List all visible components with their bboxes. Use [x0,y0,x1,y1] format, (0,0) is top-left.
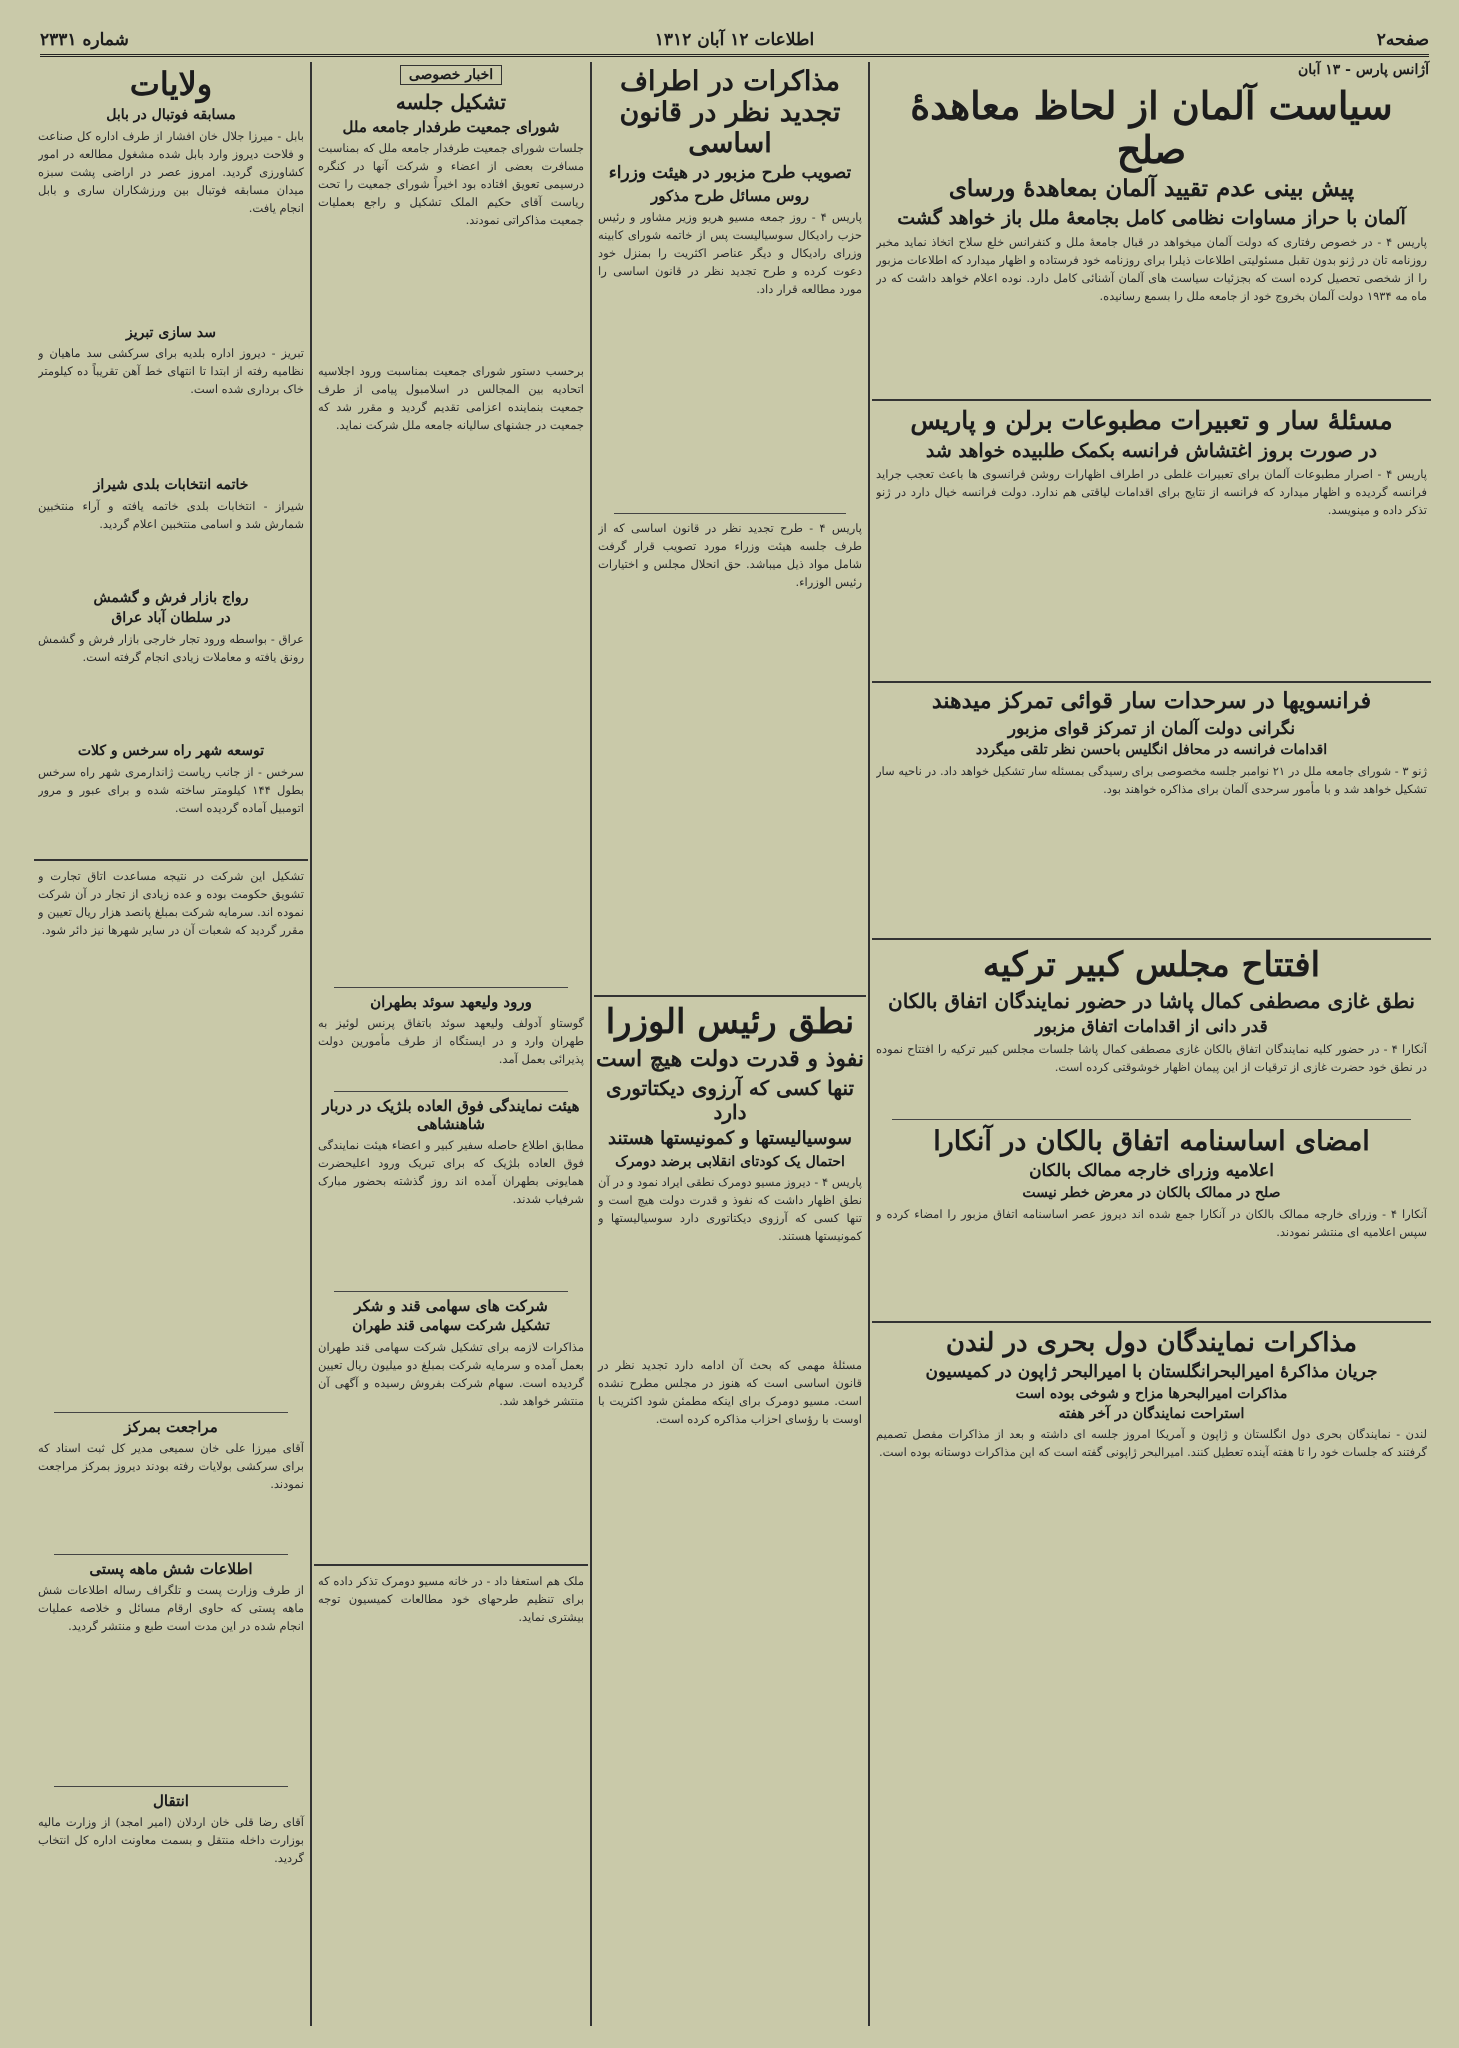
subhead: نفوذ و قدرت دولت هیچ است [595,1045,865,1072]
subhead: سوسیالیستها و کمونیستها هستند [608,1128,852,1150]
subhead: در صورت بروز اغتشاش فرانسه بکمک طلبیده خواهد شد [925,439,1378,462]
subhead: نطق غازی مصطفی کمال پاشا در حضور نمایندگان اتفاق بالکان [888,988,1415,1013]
headline-turkey: افتتاح مجلس کبیر ترکیه [982,944,1321,985]
column-constitution [594,60,866,2030]
article-body: آقای میرزا علی خان سمیعی مدیر کل ثبت اسناد که برای سرکشی بولایات رفته بودند دیروز بمرکز مراجعت نمودند. [38,1440,304,1491]
article-body: سرخس - از جانب ریاست ژاندارمری شهر راه سرخس بطول ۱۴۴ کیلومتر ساخته شده و برای عبور و مرور اتومبیل آماده گردیده است. [38,764,304,815]
article-body: آنکارا ۴ - در حضور کلیه نمایندگان اتفاق بالکان غازی مصطفی کمال پاشا جلسات مجلس کبیر ترکیه را افتتاح نموده در نطق خود حضرت غازی از ترقیات از این پیمان اظهار خوشوقتی کرده است. [876,1042,1427,1075]
article-body: پاریس ۴ - در خصوص رفتاری که دولت آلمان میخواهد در قبال جامعهٔ ملل و کنفرانس خلع سلاح اتخاذ نماید مخبر روزنامه تان در ژنو بدون تقبل مسئولیتی اطلاعات ذیلرا برای روزنامه خود فرستاده و اظهار میدارد که اطلاعات مزبور را از شخصی تحصیل کرده است که بجزئیات سیاست های آلمان آشنائی کامل دارد. نوده اعلام خواهد داشت که در ماه مه ۱۹۳۴ دولت آلمان بخروج خود از جامعه ملل را بسمع رسانیده. [876,234,1427,303]
headline-pm-speech: نطق رئیس الوزرا [605,1001,855,1042]
subhead: تنها کسی که آرزوی دیکتاتوری دارد [605,1076,855,1125]
headline-belgium: هیئت نمایندگی فوق العاده بلژیک در دربار شاهنشاهی [322,1097,580,1133]
subhead: انتقال [153,1791,189,1810]
article-body: تشکیل این شرکت در نتیجه مساعدت اتاق تجارت و تشویق حکومت بوده و عده زیادی از تجار در آن شرکت نموده اند. سرمایه شرکت بمبلغ پانصد هزار ریال تعیین و مقرر گردید که شعبات آن در سایر شهرها نیز دائر شود. [38,868,304,937]
column-rule [590,62,592,2026]
article-body: مسئلهٔ مهمی که بحث آن ادامه دارد تجدید نظر در قانون اساسی است که هنوز در مجلس مطرح نشده است. مسیو دومرک برای اینکه مطمئن شود اکثریت با اوست با رؤسای احزاب مذاکره کرده است. [598,1358,862,1427]
subhead: روس مسائل طرح مذکور [651,186,809,205]
subhead: آلمان با حراز مساوات نظامی کامل بجامعهٔ ملل باز خواهد گشت [897,206,1406,229]
headline-naval: مذاکرات نمایندگان دول بحری در لندن [945,1327,1358,1358]
headline-germany: سیاست آلمان از لحاظ معاهدهٔ صلح [910,83,1393,172]
article-body: عراق - بواسطه ورود تجار خارجی بازار فرش و گشمش رونق یافته و معاملات زیادی انجام گرفته است. [38,631,304,664]
article-body: آقای رضا قلی خان اردلان (امیر امجد) از وزارت مالیه بوزارت داخله منتقل و بسمت معاونت اداره کل انتخاب گردید. [38,1814,304,1865]
article-body: گوستاو آدولف ولیعهد سوئد باتفاق پرنس لوئیز به طهران وارد و در ایستگاه از طرف مأمورین دولت پذیرائی بعمل آمد. [318,1016,584,1066]
dateline: آژانس پارس - ۱۳ آبان [1298,62,1429,78]
column-world-news [872,60,1431,2030]
section-label: اخبار خصوصی [400,65,502,85]
subhead: مراجعت بمرکز [124,1417,218,1436]
subhead: قدر دانی از اقدامات اتفاق مزبور [1035,1016,1268,1037]
page-header [40,28,1429,57]
article-body: از طرف وزارت پست و تلگراف رساله اطلاعات شش ماهه پستی که حاوی ارقام مسائل و خلاصه عملیات انجام شده در این مدت است طبع و منتشر گردید. [38,1582,304,1633]
subhead: پیش بینی عدم تقیید آلمان بمعاهدهٔ ورسای [948,175,1355,203]
subhead: صلح در ممالک بالکان در معرض خطر نیست [1022,1184,1281,1201]
article-body: پاریس ۴ - طرح تجدید نظر در قانون اساسی که از طرف جلسه هیئت وزراء مورد تصویب قرار گرفت شامل مواد ذیل میباشد. حق انحلال مجلس و اختیارات رئیس الوزراء. [598,520,862,589]
subhead: توسعه شهر راه سرخس و کلات [77,742,265,759]
subhead: جریان مذاکرهٔ امیرالبحرانگلستان با امیرالبحر ژاپون در کمیسیون [925,1362,1378,1383]
article-body: تبریز - دیروز اداره بلدیه برای سرکشی سد ماهیان و نظامیه رفته از ابتدا تا انتهای خط آهن تقریباً ده کیلومتر خاک برداری شده است. [38,346,304,397]
article-body: ژنو ۳ - شورای جامعه ملل در ۲۱ نوامبر جلسه مخصوصی برای رسیدگی بمسئله سار تشکیل خواهد داد. در ناحیه سار تشکیل خواهد شد و با مأمور سرحدی آلمان برای مذاکره خواهند بود. [876,763,1427,796]
article-body: مذاکرات لازمه برای تشکیل شرکت سهامی قند طهران بعمل آمده و سرمایه شرکت بمبلغ دو میلیون ریال تعیین گردیده است. سهام شرکت بفروش رسیده و آگهی آن منتشر خواهد شد. [318,1339,584,1408]
article-body: پاریس ۴ - روز جمعه مسیو هریو وزیر مشاور و رئیس حزب رادیکال سوسیالیست پس از خاتمه شورای کابینه وزرای رادیکال و دیگر عناصر اکثریت را بمنزل خود دعوت کرده و طرح تجدید نظر در قانون اساسی را مورد مطالعه قرار داد. [598,209,862,296]
article-body: ملک هم استعفا داد - در خانه مسیو دومرک تذکر داده که برای تنظیم طرحهای خود مطالعات کمیسیون توجه بیشتری نماید. [318,1573,584,1624]
subhead: اعلامیه وزرای خارجه ممالک بالکان [1029,1161,1274,1182]
subhead: اطلاعات شش ماهه پستی [89,1559,253,1578]
column-special-news [314,60,588,2030]
subhead: تشکیل شرکت سهامی قند طهران [352,1318,550,1334]
headline-provinces: ولایات [129,65,213,103]
article-body: شیراز - انتخابات بلدی خاتمه یافته و آراء منتخبین شمارش شد و اسامی منتخبین اعلام گردید. [38,499,304,532]
headline-sugar: شرکت های سهامی قند و شکر [354,1297,548,1315]
subhead: نگرانی دولت آلمان از تمرکز قوای مزبور [1007,718,1296,739]
subhead: تصویب طرح مزبور در هیئت وزراء [608,163,852,184]
subhead: مذاکرات امیرالبحرها مزاح و شوخی بوده است [1015,1385,1288,1402]
headline-saar: مسئلهٔ سار و تعبیرات مطبوعات برلن و پاریس [910,405,1393,435]
headline-crown-prince: ورود ولیعهد سوئد بطهران [370,993,532,1011]
headline-french-forces: فرانسویها در سرحدات سار قوائی تمرکز میدهند [931,688,1372,715]
subhead: احتمال یک کودتای انقلابی برضد دومرک [615,1153,845,1170]
subhead: در سلطان آباد عراق [111,609,231,626]
column-rule [868,62,870,2026]
subhead: سد سازی تبریز [125,324,216,341]
article-body: بابل - میرزا جلال خان افشار از طرف اداره کل صناعت و فلاحت دیروز وارد بابل شده مشغول مطالعه در امور کشاورزی گردید. امروز عصر در اراضی پشت سبزه میدان مسابقه فوتبال بین ورزشکاران ساری و بابل انجام یافت. [38,128,304,215]
article-body: جلسات شورای جمعیت طرفدار جامعه ملل که بمناسبت مسافرت بعضی از اعضاء و شرکت آنها در کنگره درسیمی تعویق افتاده بود اخیراً شورای جمعیت را تحت ریاست آقای حکیم الملک تشکیل و راجع بعملیات جمعیت مذاکراتی نمودند. [318,141,584,227]
article-body: لندن - نمایندگان بحری دول انگلستان و ژاپون و آمریکا امروز جلسه ای داشته و بعد از مذاکرات مفصل تصمیم گرفتند که جلسات خود را تا هفته آینده تعطیل کنند. امیرالبحر ژاپونی گفته است که این مذاکرات دوستانه بوده است. [876,1427,1427,1460]
article-body: برحسب دستور شورای جمعیت بمناسبت ورود اجلاسیه اتحادیه بین المجالس در اسلامبول پیامی از طرف جمعیت بنماینده اعزامی تقدیم گردید و مقرر شد که جمعیت در جشنهای سالیانه جامعه ملل شرکت نماید. [318,364,584,432]
subhead: رواج بازار فرش و گشمش [93,590,249,607]
article-body: پاریس ۴ - دیروز مسیو دومرک نطقی ایراد نمود و در آن نطق اظهار داشت که نفوذ و قدرت دولت هیچ است و تنها کسی که آرزوی دیکتاتوری دارد سوسیالیستها و کمونیستها هستند. [598,1175,862,1244]
headline-meeting: تشکیل جلسه [395,90,507,114]
subhead: استراحت نمایندگان در آخر هفته [1058,1405,1245,1422]
article-body: مطابق اطلاع حاصله سفیر کبیر و اعضاء هیئت نمایندگی فوق العاده بلژیک که برای تبریک ورود اعلیحضرت همایونی بطهران آمده اند روز گذشته بحضور مبارک شرفیاب شدند. [318,1138,584,1206]
headline-balkan: امضای اساسنامه اتفاق بالکان در آنکارا [933,1126,1370,1158]
article-body: پاریس ۴ - اصرار مطبوعات آلمان برای تعبیرات غلطی در اطراف اظهارات روشن فرانسوی ها باعث تعجب جراید فرانسه گردیده و اظهار میدارد که فرانسه از نتایج برای اقدامات لیاقتی هم ندارد. دولت فرانسه خیال دارد در ژنو تذکر داده و مینویسد. [876,467,1427,518]
headline-constitution: مذاکرات در اطراف تجدید نظر در قانون اساسی [619,66,841,160]
subhead: خاتمه انتخابات بلدی شیراز [93,477,249,494]
subhead: مسابقه فوتبال در بابل [106,106,236,123]
article-body: آنکارا ۴ - وزرای خارجه ممالک بالکان در آنکارا جمع شده اند دیروز عصر اساسنامه اتفاق مزبور را امضاء کرده و سپس اعلامیه ای منتشر نمودند. [876,1206,1427,1239]
column-rule [310,62,312,2026]
subhead: شورای جمعیت طرفدار جامعه ملل [342,118,560,136]
column-provinces [34,60,308,2030]
page-label: صفحه۲ [1376,30,1429,50]
paper-date: اطلاعات ۱۲ آبان ۱۳۱۲ [654,30,815,50]
issue-number: شماره ۲۳۳۱ [40,30,129,50]
subhead: اقدامات فرانسه در محافل انگلیس باحسن نظر تلقی میگردد [975,742,1328,758]
